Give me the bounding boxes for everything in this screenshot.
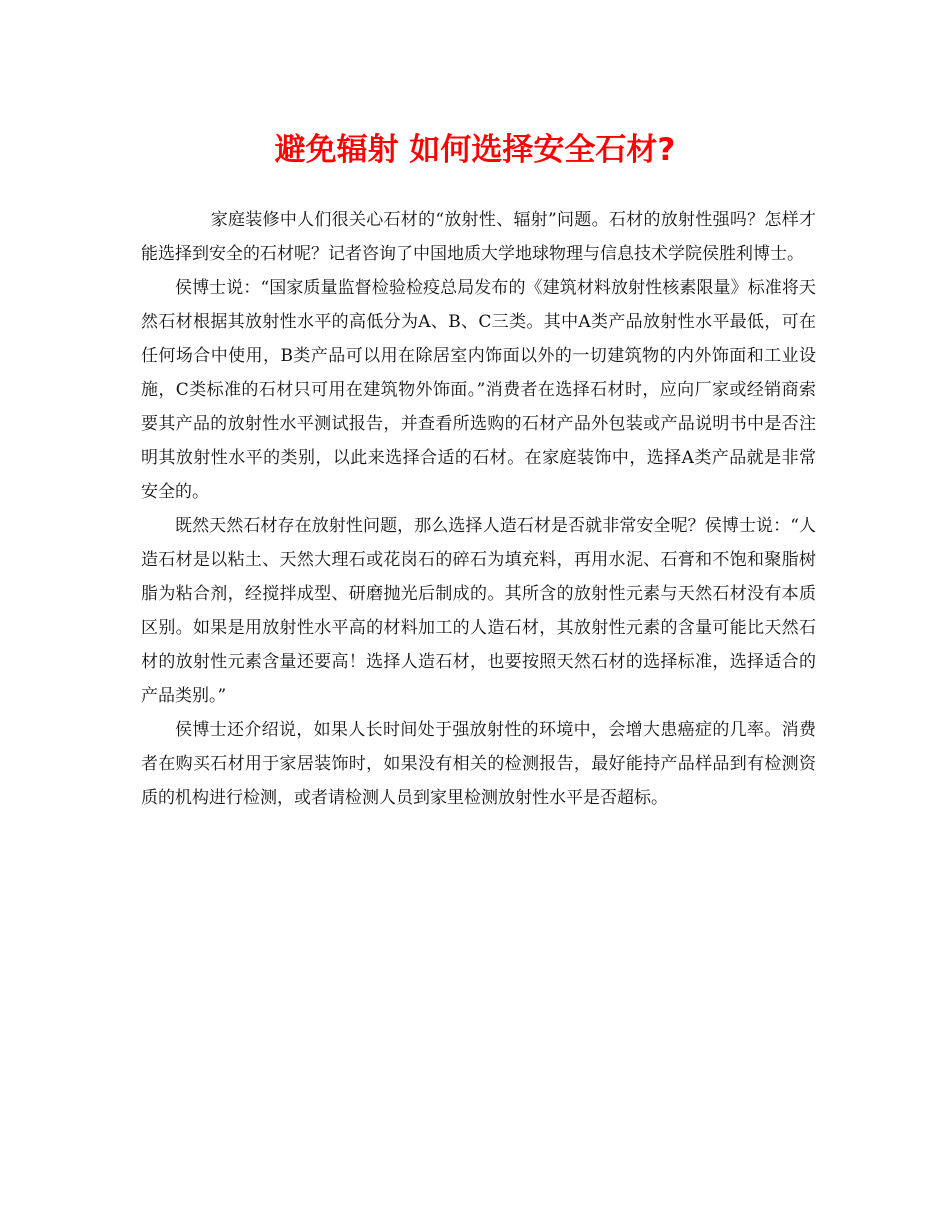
paragraph-artificial-stone: 既然天然石材存在放射性问题，那么选择人造石材是否就非常安全呢？侯博士说：“人造石材是以粘土、天然大理石或花岗石的碎石为填充料，再用水泥、石膏和不饱和聚脂树脂为粘合剂，经搅拌成型、研磨抛光后制成的。其所含的放射性元素与天然石材没有本质区别。如果是用放射性水平高的材料加工的人造石材，其放射性元素的含量可能比天然石材的放射性元素含量还要高！选择人造石材，也要按照天然石材的选择标准，选择适合的产品类别。” xyxy=(141,516,816,706)
paragraph-intro: 家庭装修中人们很关心石材的“放射性、辐射”问题。石材的放射性强吗？怎样才能选择到安全的石材呢？记者咨询了中国地质大学地球物理与信息技术学院侯胜利博士。 xyxy=(141,210,816,264)
paragraph-standard-classes: 侯博士说：“国家质量监督检验检疫总局发布的《建筑材料放射性核素限量》标准将天然石材根据其放射性水平的高低分为A、B、C三类。其中A类产品放射性水平最低，可在任何场合中使用，B类产品可以用在除居室内饰面以外的一切建筑物的内外饰面和工业设施，C类标准的石材只可用在建筑物外饰面。”消费者在选择石材时，应向厂家或经销商索要其产品的放射性水平测试报告，并查看所选购的石材产品外包装或产品说明书中是否注明其放射性水平的类别，以此来选择合适的石材。在家庭装饰中，选择A类产品就是非常安全的。 xyxy=(141,278,816,502)
paragraph-health-advice: 侯博士还介绍说，如果人长时间处于强放射性的环境中，会增大患癌症的几率。消费者在购买石材用于家居装饰时，如果没有相关的检测报告，最好能持产品样品到有检测资质的机构进行检测，或者请检测人员到家里检测放射性水平是否超标。 xyxy=(141,720,816,808)
document-title: 避免辐射 如何选择安全石材? xyxy=(274,132,676,168)
document-body xyxy=(141,203,816,815)
